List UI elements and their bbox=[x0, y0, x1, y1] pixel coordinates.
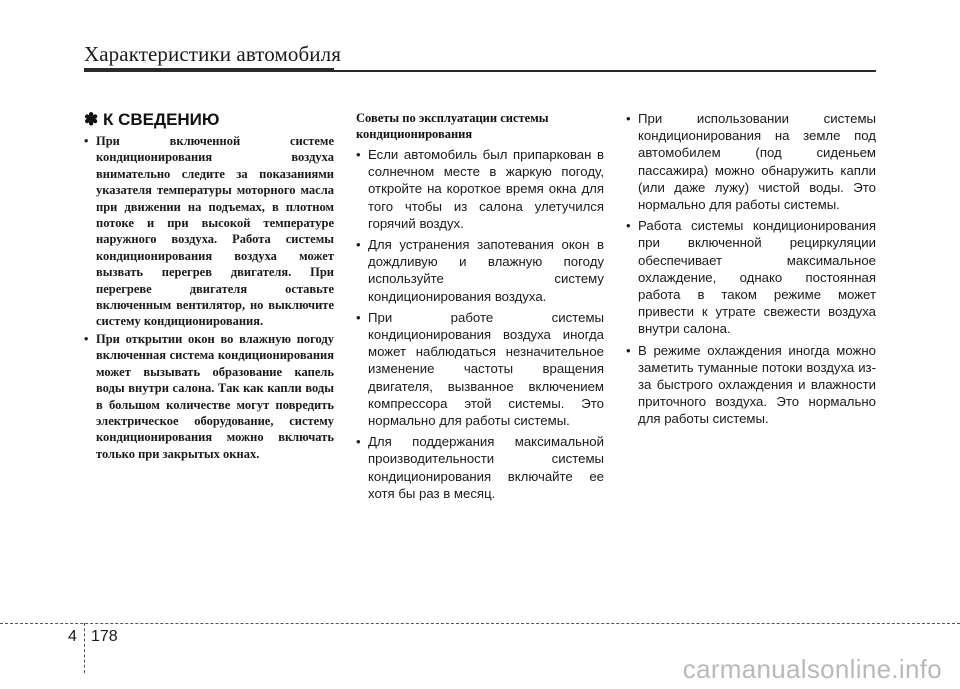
list-item: • При открытии окон во влажную погоду включенная система кондиционирования может вызывать образование капель воды внутри салона. Так как капли воды в большом количестве могут повредить электрическое оборудование, систему кондиционирования можно включать только при закрытых окнах. bbox=[84, 331, 334, 462]
list-item: • При работе системы кондиционирования воздуха иногда может наблюдаться незначительное изменение частоты вращения двигателя, вызванное включением компрессора этой системы. Это нормально для работы системы. bbox=[356, 309, 604, 429]
list-item: • При включенной системе кондиционирования воздуха внимательно следите за показаниями указателя температуры моторного масла при движении на подъемах, в плотном потоке и при высокой температуре наружного воздуха. Работа системы кондиционирования воздуха может вызвать перегрев двигателя. При перегреве двигателя оставьте включенным вентилятор, но выключите систему кондиционирования. bbox=[84, 133, 334, 330]
notice-list bbox=[84, 133, 334, 462]
list-item: • Для поддержания максимальной производительности системы кондиционирования включайте ее хотя бы раз в месяц. bbox=[356, 433, 604, 502]
section-number: 4 bbox=[68, 628, 77, 645]
list-item: • Для устранения запотевания окон в дождливую и влажную погоду используйте систему кондиционирования воздуха. bbox=[356, 236, 604, 305]
header-rule bbox=[334, 70, 876, 72]
column-left bbox=[84, 110, 334, 463]
watermark: carmanualsonline.info bbox=[682, 654, 942, 684]
tips-heading: Советы по эксплуатации системы кондиционирования bbox=[356, 111, 549, 141]
tips-list-continued bbox=[626, 110, 876, 428]
column-right bbox=[626, 110, 876, 432]
footer-rule bbox=[0, 623, 960, 624]
header-bar bbox=[84, 68, 334, 72]
list-item: • В режиме охлаждения иногда можно заметить туманные потоки воздуха из-за быстрого охлаждения и влажности приточного воздуха. Это нормально для работы системы. bbox=[626, 342, 876, 428]
column-middle bbox=[356, 110, 604, 506]
list-item: • Если автомобиль был припаркован в солнечном месте в жаркую погоду, откройте на короткое время окна для того чтобы из салона улетучился горячий воздух. bbox=[356, 146, 604, 232]
list-item: • Работа системы кондиционирования при включенной рециркуляции обеспечивает максимальное охлаждение, однако постоянная работа в таком режиме может привести к утрате свежести воздуха внутри салона. bbox=[626, 217, 876, 337]
page-number: 178 bbox=[91, 628, 118, 645]
page-header-title: Характеристики автомобиля bbox=[84, 42, 341, 66]
tips-list bbox=[356, 146, 604, 502]
footer-divider bbox=[84, 623, 85, 673]
list-item: • При использовании системы кондиционирования на земле под автомобилем (под сиденьем пассажира) можно обнаружить капли (или даже лужу) чистой воды. Это нормально для работы системы. bbox=[626, 110, 876, 213]
notice-heading: ✽ К СВЕДЕНИЮ bbox=[84, 110, 220, 129]
